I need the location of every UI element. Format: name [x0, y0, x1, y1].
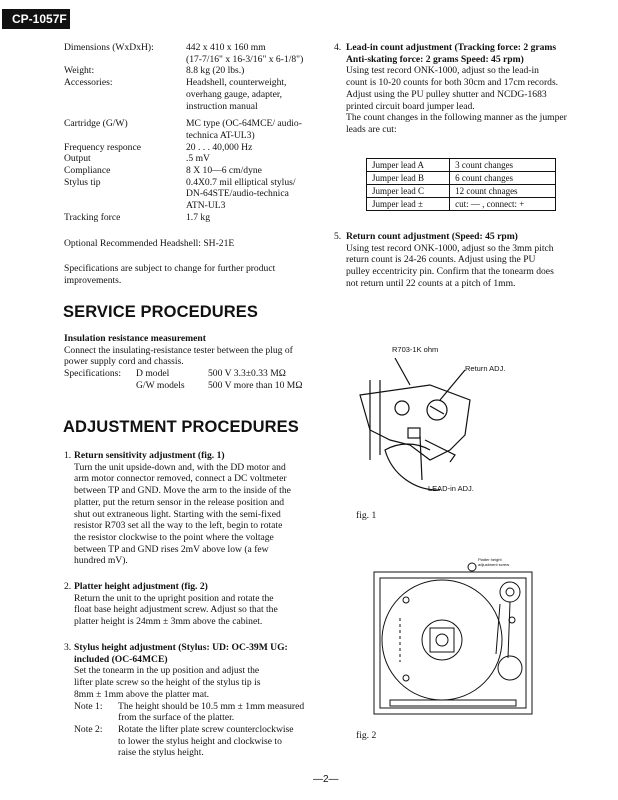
item-line: Using test record ONK-1000, adjust so the lead-in: [346, 65, 539, 77]
spec-value: .5 mV: [186, 153, 210, 165]
spec-label: Frequency responce: [64, 141, 141, 153]
item-line: shut out extraneous light. Starting with the semi-fixed: [74, 508, 281, 520]
table-row: [367, 172, 556, 185]
item-line: not return until 22 counts at a pitch of 1mm.: [346, 277, 516, 289]
spec-row: [64, 142, 326, 154]
note-line: The height should be 10.5 mm ± 1mm measured: [118, 700, 305, 712]
item-heading: included (OC-64MCE): [74, 653, 168, 665]
spec-label: Tracking force: [64, 211, 121, 223]
fig2-diagram: [370, 558, 536, 716]
table-cell: Jumper lead C: [367, 185, 450, 198]
spec-value: 0.4X0.7 mil elliptical stylus/: [186, 176, 296, 188]
spec-row: [64, 212, 326, 224]
spec-label: Compliance: [64, 165, 111, 177]
service-section: [64, 333, 302, 392]
item-body: [334, 54, 586, 136]
spec-value: ATN-UL3: [186, 200, 226, 212]
table-cell: 12 count chnages: [450, 185, 556, 198]
note-2: [74, 724, 326, 759]
spec-value: 442 x 410 x 160 mm: [186, 42, 266, 53]
table-row: [367, 159, 556, 172]
service-spec-label: Specifications:: [64, 368, 122, 380]
table-cell: Jumper lead ±: [367, 198, 450, 211]
spec-value: instruction manual: [186, 100, 258, 112]
table-cell: Jumper lead B: [367, 172, 450, 185]
service-spec-row: [64, 380, 302, 392]
service-spec-value: 500 V more than 10 MΩ: [208, 379, 303, 391]
spec-label: Stylus tip: [64, 176, 101, 188]
fig1-label-leadin: LEAD-in ADJ.: [428, 484, 474, 493]
service-subtitle: Insulation resistance measurement: [64, 333, 206, 344]
item-line: The count changes in the following manner as the jumper: [346, 112, 567, 124]
spec-note-line: improvements.: [64, 274, 122, 286]
item-line: resistor R703 set all the way to the left, begin to rotate: [74, 520, 283, 532]
spec-row: [64, 77, 326, 112]
service-spec-row: [64, 368, 302, 380]
spec-note-line: Specifications are subject to change for further product: [64, 263, 276, 274]
spec-label: Accessories:: [64, 77, 113, 89]
spec-label: Output: [64, 153, 91, 165]
item-heading: Return sensitivity adjustment (fig. 1): [74, 450, 225, 461]
spec-value: MC type (OC-64MCE/ audio-: [186, 118, 302, 130]
item-line: Adjust using the PU pulley shutter and NCDG-1683: [346, 88, 547, 100]
item-line: lifter plate screw so the height of the stylus tip is: [74, 677, 261, 689]
note-line: from the surface of the platter.: [118, 712, 235, 724]
spec-row: [64, 165, 326, 177]
adjust-item-3: [64, 642, 326, 759]
table-cell: 3 count changes: [450, 159, 556, 172]
service-line: Connect the insulating-resistance tester between the plug of: [64, 344, 293, 356]
item-heading: Platter height adjustment (fig. 2): [74, 581, 208, 592]
item-line: Return the unit to the upright position and rotate the: [74, 592, 274, 604]
spec-label: Weight:: [64, 65, 95, 77]
item-line: Turn the unit upside-down and, with the DD motor and: [74, 461, 286, 473]
spec-value: 1.7 kg: [186, 211, 210, 223]
item-line: leads are cut:: [346, 123, 397, 135]
spec-value: (17-7/16" x 16-3/16" x 6-1/8"): [186, 53, 304, 65]
service-spec-model: G/W models: [136, 379, 185, 391]
spec-value: 8.8 kg (20 lbs.): [186, 65, 245, 77]
spec-value: DN-64STE/audio-technica: [186, 188, 289, 200]
item-line: pulley eccentricity pin. Confirm that the tonearm does: [346, 266, 554, 278]
table-cell: cut: — , connect: +: [450, 198, 556, 211]
item-line: between TP and GND rises 2mV above low (a few: [74, 543, 269, 555]
spec-row: [64, 177, 326, 212]
item-line: Using test record ONK-1000, adjust so the 3mm pitch: [346, 242, 554, 254]
service-spec-value: 500 V 3.3±0.33 MΩ: [208, 368, 286, 380]
table-row: [367, 198, 556, 211]
item-line: printed circuit board jumper lead.: [346, 100, 475, 112]
service-line: power supply cord and chassis.: [64, 356, 184, 368]
model-tag: CP-1057F: [2, 9, 70, 29]
item-line: hundred mV).: [74, 555, 128, 567]
item-line: return count is 24-26 counts. Adjust using the PU: [346, 254, 536, 266]
note-line: to lower the stylus height and clockwise to: [118, 735, 282, 747]
note-line: Rotate the lifter plate screw counterclockwise: [118, 723, 294, 735]
item-heading: Anti-skating force: 2 grams Speed: 45 rpm): [346, 53, 524, 65]
table-cell: 6 count changes: [450, 172, 556, 185]
item-body: [334, 243, 586, 290]
fig2-label-platter: Platter height adjustment screw: [478, 557, 510, 567]
item-number: 1.: [64, 450, 72, 461]
service-title: SERVICE PROCEDURES: [63, 303, 258, 321]
item-line: arm motor connector removed, connect a DC voltmeter: [74, 473, 287, 485]
item-heading: Stylus height adjustment (Stylus: UD: OC-39M UG:: [74, 642, 288, 653]
spec-value: Headshell, counterweight,: [186, 77, 287, 89]
spec-note: [64, 263, 275, 286]
note-1: [74, 701, 326, 724]
spec-value: 8 X 10—6 cm/dyne: [186, 165, 262, 177]
item-line: the resistor clockwise to the point where the voltage: [74, 531, 274, 543]
fig1-label-r703: R703-1K ohm: [392, 345, 439, 354]
table-cell: Jumper lead A: [367, 159, 450, 172]
spec-label: Cartridge (G/W): [64, 118, 128, 130]
spec-label: Dimensions (WxDxH):: [64, 42, 154, 53]
spec-value: 20 . . . 40,000 Hz: [186, 141, 253, 153]
spec-row: [64, 153, 326, 165]
page-number: —2—: [313, 774, 339, 785]
spec-row: [64, 42, 326, 65]
spec-row: [64, 65, 326, 77]
fig2-caption: fig. 2: [356, 730, 377, 741]
item-line: 8mm ± 1mm above the platter mat.: [74, 688, 210, 700]
item-line: platter height is 24mm ± 3mm above the cabinet.: [74, 616, 263, 628]
item-body: [64, 462, 326, 567]
jumper-table: [366, 158, 556, 211]
adjust-item-2: [64, 581, 326, 628]
adjust-item-1: [64, 450, 326, 567]
item-number: 5.: [334, 231, 342, 242]
item-number: 3.: [64, 642, 72, 653]
spec-table: [64, 42, 326, 224]
item-line: count is 10-20 counts for both 30cm and 17cm records.: [346, 77, 559, 89]
item-heading: Lead-in count adjustment (Tracking force: 2 grams: [346, 42, 557, 53]
spec-row: [64, 118, 326, 141]
item-number: 4.: [334, 42, 342, 53]
service-spec-model: D model: [136, 368, 170, 380]
adjust-item-5: [334, 231, 586, 290]
fig1-caption: fig. 1: [356, 510, 377, 521]
item-line: platter, put the return sensor in the release position and: [74, 496, 285, 508]
item-line: Set the tonearm in the up position and adjust the: [74, 665, 260, 677]
adjust-title: ADJUSTMENT PROCEDURES: [63, 418, 299, 436]
optional-headshell: Optional Recommended Headshell: SH-21E: [64, 238, 235, 249]
note-line: raise the stylus height.: [118, 747, 204, 759]
item-line: float base height adjustment screw. Adjust so that the: [74, 604, 278, 616]
item-body: [64, 593, 326, 628]
item-heading: Return count adjustment (Speed: 45 rpm): [346, 231, 518, 242]
adjust-item-4: [334, 42, 586, 136]
item-body: [64, 654, 326, 759]
fig1-label-return: Return ADJ.: [465, 364, 506, 373]
spec-value: technica AT-UL3): [186, 129, 255, 141]
note-label: Note 1:: [74, 700, 103, 712]
item-line: between TP and GND. Move the arm to the inside of the: [74, 485, 291, 497]
spec-value: overhang gauge, adapter,: [186, 88, 283, 100]
table-row: [367, 185, 556, 198]
item-number: 2.: [64, 581, 72, 592]
note-label: Note 2:: [74, 723, 103, 735]
